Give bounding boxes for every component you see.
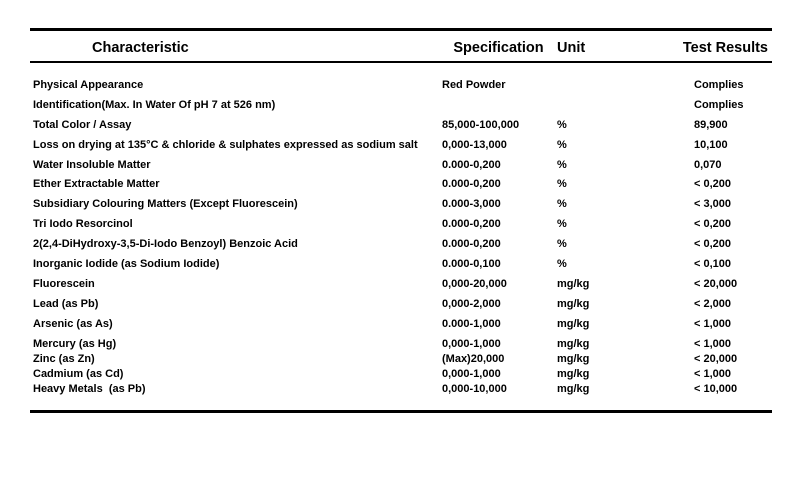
table-row <box>30 353 772 368</box>
cell-characteristic: Fluorescein <box>33 277 95 290</box>
cell-test-results: < 1,000 <box>694 337 732 350</box>
cell-specification: 0,000-1,000 <box>442 337 501 350</box>
cell-test-results: < 1,000 <box>694 317 732 330</box>
table-row <box>30 79 772 99</box>
table-row <box>30 258 772 278</box>
table-row <box>30 178 772 198</box>
table-header-row <box>30 38 772 58</box>
cell-unit: % <box>557 218 567 231</box>
cell-specification: 0,000-10,000 <box>442 382 507 395</box>
cell-specification: 0,000-2,000 <box>442 297 501 310</box>
table-row <box>30 99 772 119</box>
cell-test-results: < 0,200 <box>694 178 732 191</box>
table-row <box>30 368 772 383</box>
cell-test-results: < 20,000 <box>694 277 738 290</box>
cell-test-results: < 20,000 <box>694 352 738 365</box>
cell-specification: 0.000-0,100 <box>442 258 501 271</box>
cell-characteristic: Lead (as Pb) <box>33 297 99 310</box>
cell-specification: 0.000-0,200 <box>442 158 501 171</box>
cell-characteristic: Arsenic (as As) <box>33 317 113 330</box>
cell-specification: 0.000-0,200 <box>442 218 501 231</box>
bottom-rule <box>30 410 772 413</box>
cell-unit: % <box>557 158 567 171</box>
cell-characteristic: Tri Iodo Resorcinol <box>33 218 133 231</box>
cell-characteristic: Identification(Max. In Water Of pH 7 at 526 nm) <box>33 98 276 111</box>
cell-specification: 0.000-1,000 <box>442 317 501 330</box>
cell-characteristic: Mercury (as Hg) <box>33 337 117 350</box>
table-row <box>30 238 772 258</box>
cell-test-results: < 3,000 <box>694 198 732 211</box>
table-row <box>30 338 772 353</box>
cell-specification: 0.000-0,200 <box>442 178 501 191</box>
cell-specification: 0.000-0,200 <box>442 238 501 251</box>
table-row <box>30 198 772 218</box>
header-specification: Specification <box>453 40 544 56</box>
cell-test-results: < 0,200 <box>694 238 732 251</box>
header-characteristic: Characteristic <box>92 40 189 56</box>
cell-characteristic: Physical Appearance <box>33 79 144 91</box>
cell-specification: 85,000-100,000 <box>442 118 520 131</box>
cell-characteristic: Zinc (as Zn) <box>33 352 95 365</box>
cell-characteristic: Heavy Metals (as Pb) <box>33 382 146 395</box>
cell-characteristic: Water Insoluble Matter <box>33 158 151 171</box>
cell-test-results: 0,070 <box>694 158 722 171</box>
cell-unit: mg/kg <box>557 317 590 330</box>
cell-specification: (Max)20,000 <box>442 352 505 365</box>
cell-characteristic: Cadmium (as Cd) <box>33 367 124 380</box>
cell-test-results: < 0,200 <box>694 218 732 231</box>
cell-unit: mg/kg <box>557 297 590 310</box>
cell-unit: % <box>557 118 567 131</box>
table-row <box>30 218 772 238</box>
cell-characteristic: Inorganic Iodide (as Sodium Iodide) <box>33 258 220 271</box>
table-row <box>30 278 772 298</box>
header-underline-rule <box>30 61 772 63</box>
cell-unit: mg/kg <box>557 382 590 395</box>
header-test-results: Test Results <box>682 40 768 56</box>
cell-specification: 0.000-3,000 <box>442 198 501 211</box>
cell-test-results: < 10,000 <box>694 382 738 395</box>
cell-unit: mg/kg <box>557 367 590 380</box>
cell-unit: % <box>557 138 567 151</box>
table-row <box>30 139 772 159</box>
cell-specification: 0,000-1,000 <box>442 367 501 380</box>
table-row <box>30 159 772 179</box>
cell-characteristic: 2(2,4-DiHydroxy-3,5-Di-Iodo Benzoyl) Benzoic Acid <box>33 238 298 251</box>
cell-unit: % <box>557 258 567 271</box>
table-row <box>30 298 772 318</box>
cell-characteristic: Loss on drying at 135°C & chloride & sulphates expressed as sodium salt <box>33 138 418 151</box>
table-body <box>30 79 772 402</box>
cell-test-results: 89,900 <box>694 118 728 131</box>
cell-unit: % <box>557 238 567 251</box>
cell-unit: mg/kg <box>557 352 590 365</box>
cell-test-results: Complies <box>694 79 744 91</box>
cell-test-results: < 0,100 <box>694 258 732 271</box>
cell-unit: % <box>557 178 567 191</box>
cell-test-results: < 1,000 <box>694 367 732 380</box>
table-row <box>30 383 772 403</box>
cell-unit: mg/kg <box>557 277 590 290</box>
cell-characteristic: Subsidiary Colouring Matters (Except Fluorescein) <box>33 198 298 211</box>
header-unit: Unit <box>557 40 586 56</box>
table-row <box>30 318 772 338</box>
cell-specification: 0,000-13,000 <box>442 138 507 151</box>
cell-unit: % <box>557 198 567 211</box>
cell-test-results: Complies <box>694 98 744 111</box>
top-rule <box>30 28 772 31</box>
cell-characteristic: Ether Extractable Matter <box>33 178 160 191</box>
cell-unit: mg/kg <box>557 337 590 350</box>
cell-specification: Red Powder <box>442 79 506 91</box>
table-row <box>30 119 772 139</box>
cell-test-results: < 2,000 <box>694 297 732 310</box>
cell-test-results: 10,100 <box>694 138 728 151</box>
cell-characteristic: Total Color / Assay <box>33 118 132 131</box>
cell-specification: 0,000-20,000 <box>442 277 507 290</box>
